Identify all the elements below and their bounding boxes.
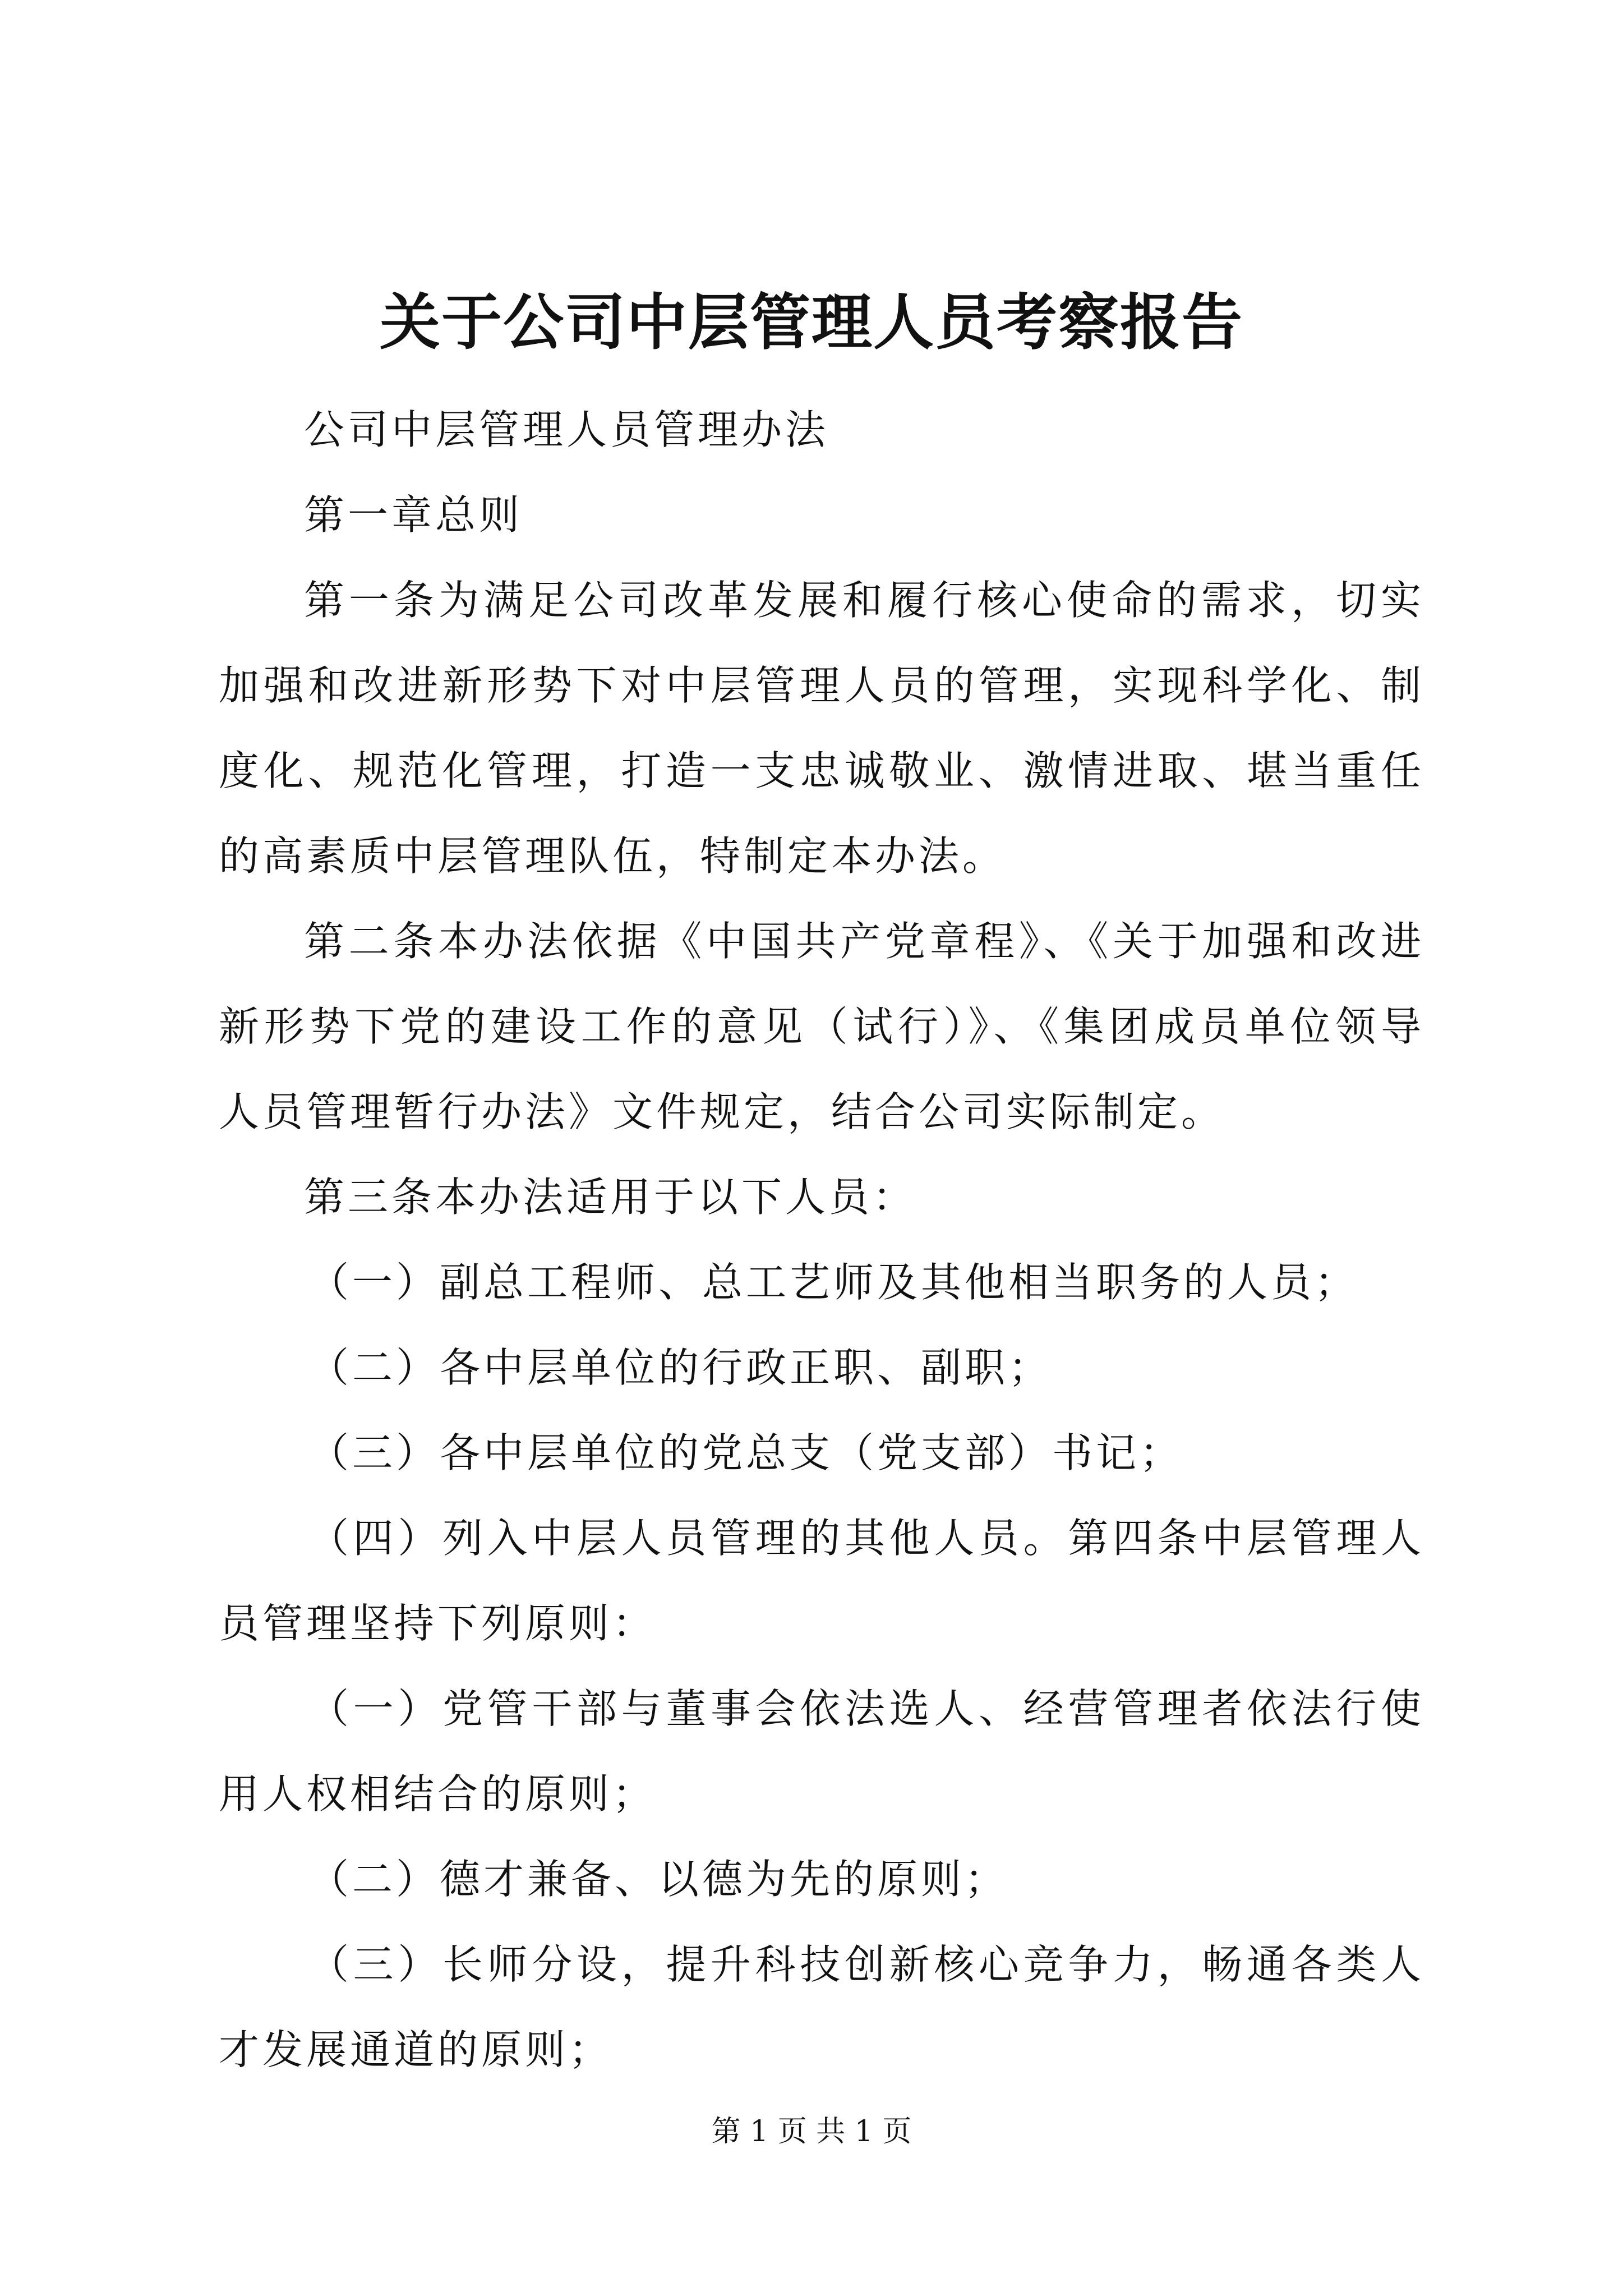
chapter-heading: 第一章总则 <box>304 491 523 539</box>
page-footer: 第 1 页 共 1 页 <box>711 2115 912 2148</box>
list-item: （四）列入中层人员管理的其他人员。第四条中层管理人员管理坚持下列原则： <box>219 1515 1424 1647</box>
paragraph: 公司中层管理人员管理办法 <box>304 406 829 453</box>
list-item: （二）德才兼备、以德为先的原则； <box>308 1856 1009 1903</box>
paragraph: 第一条为满足公司改革发展和履行核心使命的需求，切实加强和改进新形势下对中层管理人员的管理，实现科学化、制度化、规范化管理，打造一支忠诚敬业、激情进取、堪当重任的高素质中层管理队伍，特制定本办法。 <box>219 577 1424 880</box>
paragraph: 第二条本办法依据《中国共产党章程》、《关于加强和改进新形势下党的建设工作的意见（试行）》、《集团成员单位领导人员管理暂行办法》文件规定，结合公司实际制定。 <box>219 918 1424 1135</box>
paragraph: 第三条本办法适用于以下人员： <box>304 1174 917 1221</box>
list-item: （三）各中层单位的党总支（党支部）书记； <box>308 1429 1184 1476</box>
list-item: （二）各中层单位的行政正职、副职； <box>308 1344 1053 1391</box>
list-item: （一）党管干部与董事会依法选人、经营管理者依法行使用人权相结合的原则； <box>219 1685 1424 1818</box>
document-title: 关于公司中层管理人员考察报告 <box>379 287 1243 358</box>
document-body <box>219 387 1424 2092</box>
list-item: （三）长师分设，提升科技创新核心竞争力，畅通各类人才发展通道的原则； <box>219 1941 1424 2073</box>
list-item: （一）副总工程师、总工艺师及其他相当职务的人员； <box>308 1259 1359 1306</box>
